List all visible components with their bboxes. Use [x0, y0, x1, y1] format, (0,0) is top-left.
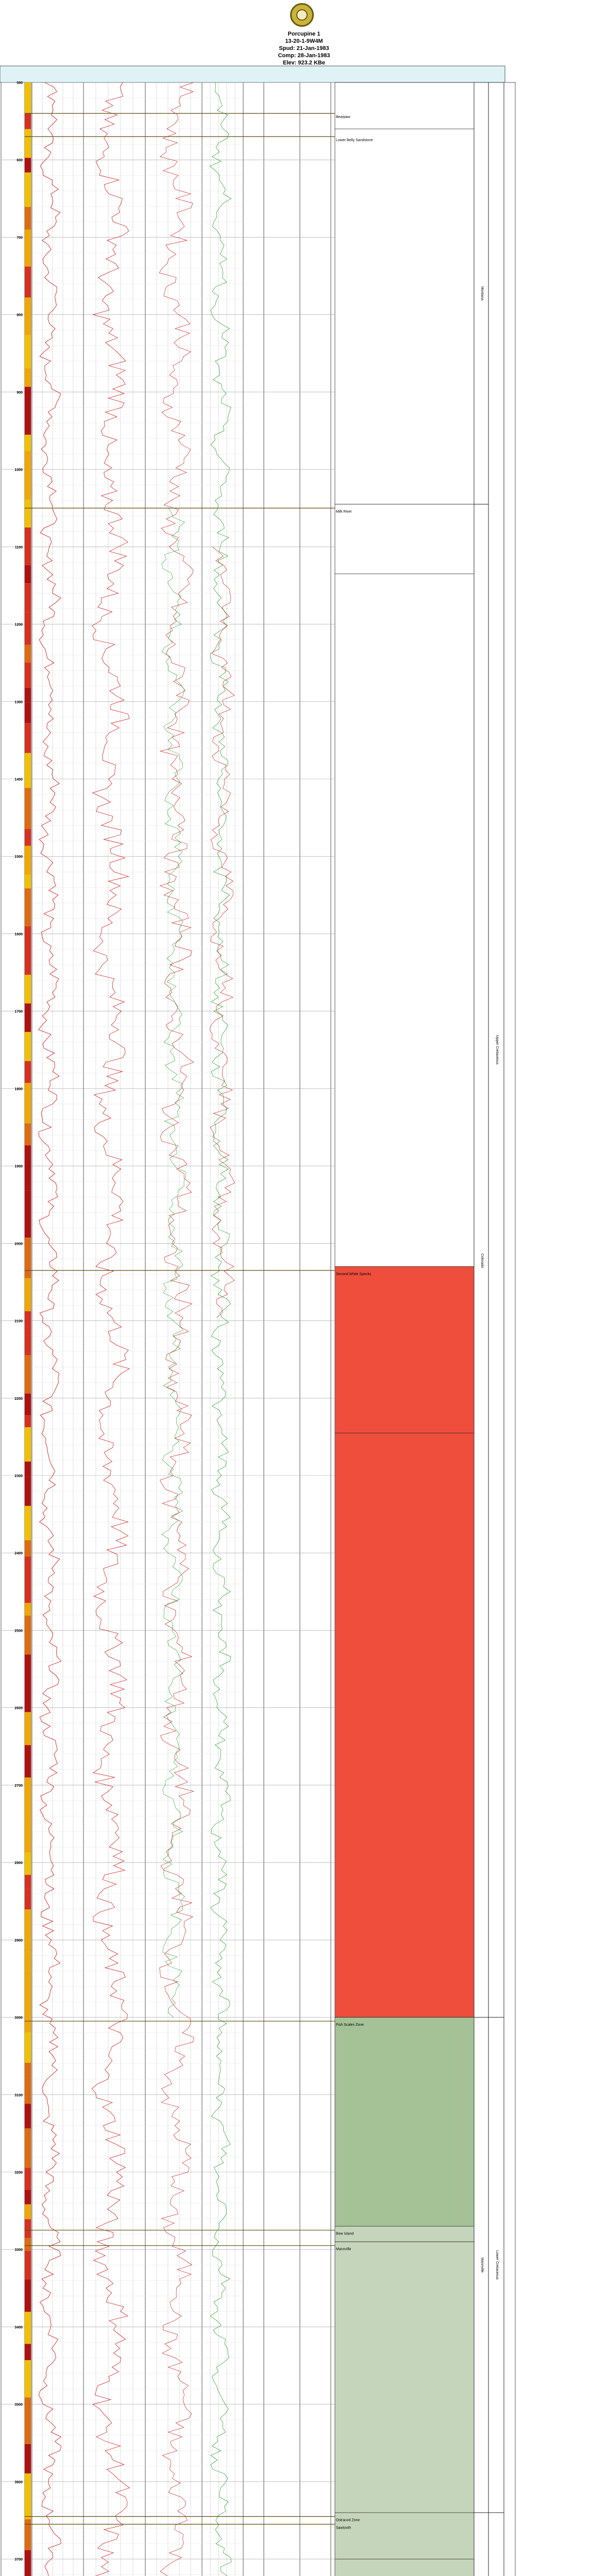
lithology-color-block: [25, 2075, 31, 2104]
lithology-color-block: [25, 2238, 31, 2251]
lithology-color-block: [25, 1603, 31, 1615]
lithology-color-block: [25, 888, 31, 926]
depth-tick-label: 1300: [14, 700, 23, 704]
lithology-color-block: [25, 451, 31, 500]
depth-tick-label: 2900: [14, 1939, 23, 1943]
depth-tick-label: 1400: [14, 778, 23, 782]
lithology-color-block: [25, 1061, 31, 1083]
lithology-color-block: [25, 2032, 31, 2062]
lithology-color-block: [25, 1477, 31, 1506]
lithology-color-block: [25, 1506, 31, 1540]
depth-tick-label: 1700: [14, 1010, 23, 1014]
formation-label: Bearpaw: [336, 115, 350, 120]
lithology-color-block: [25, 829, 31, 846]
lithology-color-block: [25, 1557, 31, 1603]
lithology-color-block: [25, 528, 31, 565]
lithology-color-block: [25, 875, 31, 888]
lithology-color-block: [25, 1745, 31, 1777]
lithology-color-block: [25, 846, 31, 875]
group-label: Colorado: [480, 1253, 484, 1268]
lithology-color-block: [25, 1032, 31, 1061]
formation-label: Sawtooth: [336, 2526, 351, 2530]
lithology-color-block: [25, 2219, 31, 2238]
track-frame: [264, 82, 300, 2576]
lithology-color-block: [25, 1145, 31, 1190]
depth-tick-label: 1100: [14, 546, 23, 550]
lithology-color-block: [25, 702, 31, 723]
lithology-color-block: [25, 583, 31, 612]
depth-tick-label: 500: [16, 81, 23, 85]
depth-column: [1, 82, 25, 2576]
lithology-color-block: [25, 926, 31, 975]
lithology-color-block: [25, 2444, 31, 2473]
lithology-color-block: [25, 2312, 31, 2344]
lithology-color-block: [25, 2128, 31, 2167]
resistivity-curve-red: [210, 547, 234, 1317]
lithology-color-block: [25, 723, 31, 753]
lithology-color-block: [25, 1540, 31, 1557]
depth-tick-label: 2100: [14, 1319, 23, 1324]
depth-tick-label: 3400: [14, 2326, 23, 2330]
formation-label: Lower Belly Sandstone: [336, 139, 373, 143]
formation-fill: [335, 2559, 474, 2576]
lithology-color-block: [25, 1278, 31, 1311]
lithology-color-block: [25, 266, 31, 297]
lithology-color-block: [25, 1083, 31, 1123]
lithology-color-block: [25, 158, 31, 172]
system-label: Upper Cretaceous: [495, 1035, 499, 1065]
formation-fill: [335, 2242, 474, 2513]
well-name: Porcupine 1: [288, 31, 320, 37]
depth-tick-label: 3500: [14, 2403, 23, 2407]
depth-tick-label: 900: [16, 391, 23, 395]
lithology-color-block: [25, 435, 31, 451]
group-label: Mannville: [480, 2257, 484, 2273]
lithology-color-block: [25, 645, 31, 663]
spud-date: Spud: 21-Jan-1983: [279, 45, 329, 52]
lithology-color-block: [25, 230, 31, 267]
lithology-color-block: [25, 1415, 31, 1427]
lithology-color-block: [25, 1822, 31, 1853]
track-frame: [145, 82, 202, 2576]
lithology-color-block: [25, 1909, 31, 1952]
depth-tick-label: 3100: [14, 2093, 23, 2097]
well-location: 13-20-1-9W4M: [285, 38, 323, 44]
lithology-color-block: [25, 1889, 31, 1909]
depth-tick-label: 2800: [14, 1861, 23, 1866]
sonic-curve-green: [162, 508, 186, 2017]
lithology-color-block: [25, 1190, 31, 1238]
sonic-curve-red: [159, 82, 194, 2576]
lithology-color-block: [25, 1004, 31, 1032]
header-band: [0, 66, 505, 82]
lithology-color-block: [25, 663, 31, 688]
lithology-color-block: [25, 2473, 31, 2519]
lithology-color-block: [25, 2063, 31, 2075]
depth-tick-label: 2700: [14, 1784, 23, 1788]
completion-date: Comp: 28-Jan-1983: [278, 53, 330, 59]
lithology-color-block: [25, 1875, 31, 1889]
resistivity-curve-green: [210, 82, 231, 2576]
lithology-color-block: [25, 2279, 31, 2312]
lithology-color-block: [25, 2397, 31, 2444]
lithology-color-block: [25, 113, 31, 129]
track-frame: [32, 82, 83, 2576]
lithology-color-block: [25, 1970, 31, 2005]
depth-tick-label: 3700: [14, 2558, 23, 2562]
lithology-color-block: [25, 1952, 31, 1970]
group-box: [474, 2513, 488, 2576]
formation-label: Mannville: [336, 2247, 351, 2251]
formation-label: Milk River: [336, 510, 352, 514]
depth-tick-label: 1600: [14, 933, 23, 937]
lithology-color-block: [25, 500, 31, 528]
formation-fill: [335, 2226, 474, 2242]
depth-tick-label: 2000: [14, 1242, 23, 1246]
lithology-color-block: [25, 753, 31, 788]
elevation: Elev: 923.2 KBe: [283, 60, 325, 66]
lithology-color-block: [25, 2251, 31, 2280]
lithology-color-block: [25, 82, 31, 113]
lithology-color-block: [25, 1335, 31, 1355]
track-frame: [202, 82, 243, 2576]
depth-tick-label: 2600: [14, 1706, 23, 1710]
system-label: Lower Cretaceous: [495, 2250, 499, 2280]
formation-label: Second White Specks: [336, 1272, 371, 1276]
depth-tick-label: 1000: [14, 468, 23, 472]
lithology-color-block: [25, 2104, 31, 2128]
lithology-color-block: [25, 173, 31, 207]
lithology-color-block: [25, 975, 31, 1003]
lithology-color-block: [25, 129, 31, 158]
depth-tick-label: 3300: [14, 2248, 23, 2252]
formation-label: Ostracod Zone: [336, 2518, 360, 2522]
lithology-color-block: [25, 335, 31, 368]
track-frame: [488, 82, 504, 2576]
lithology-color-block: [25, 1654, 31, 1691]
depth-tick-label: 700: [16, 236, 23, 240]
lithology-color-block: [25, 2360, 31, 2397]
lithology-color-block: [25, 2344, 31, 2361]
lithology-color-block: [25, 612, 31, 645]
track-frame: [474, 82, 488, 2576]
depth-tick-label: 1500: [14, 855, 23, 859]
lithology-color-block: [25, 1311, 31, 1335]
track-frame: [243, 82, 264, 2576]
lithology-color-block: [25, 387, 31, 435]
depth-tick-label: 2500: [14, 1629, 23, 1633]
depth-tick-label: 600: [16, 159, 23, 163]
lithology-color-block: [25, 1238, 31, 1278]
lithology-color-block: [25, 1462, 31, 1477]
gamma-ray-curve: [39, 82, 61, 2576]
depth-tick-label: 1800: [14, 1087, 23, 1091]
depth-tick-label: 2200: [14, 1397, 23, 1401]
depth-tick-label: 3200: [14, 2171, 23, 2175]
lithology-color-block: [25, 1853, 31, 1875]
lithology-color-block: [25, 1777, 31, 1822]
depth-tick-label: 3000: [14, 2016, 23, 2020]
lithology-color-block: [25, 2190, 31, 2204]
formation-fill: [335, 2018, 474, 2227]
depth-tick-label: 2300: [14, 1475, 23, 1478]
lithology-color-block: [25, 2168, 31, 2190]
system-box: [488, 2513, 504, 2576]
lithology-color-block: [25, 788, 31, 829]
formation-label: Bow Island: [336, 2232, 354, 2236]
lithology-color-block: [25, 1712, 31, 1730]
period-column: [504, 82, 515, 2576]
track-frame: [300, 82, 331, 2576]
lithology-color-block: [25, 1692, 31, 1713]
lithology-color-block: [25, 2205, 31, 2219]
formation-fill: [335, 1266, 474, 1433]
depth-tick-label: 3600: [14, 2480, 23, 2484]
depth-tick-label: 1200: [14, 623, 23, 627]
depth-tick-label: 1900: [14, 1165, 23, 1169]
formation-label: Fish Scales Zone: [336, 2023, 364, 2027]
lithology-color-block: [25, 207, 31, 230]
density-curve: [92, 82, 129, 2576]
lithology-color-block: [25, 1355, 31, 1394]
lithology-color-block: [25, 1427, 31, 1462]
lithology-color-block: [25, 1394, 31, 1416]
lithology-color-block: [25, 2550, 31, 2576]
lithology-color-block: [25, 297, 31, 335]
lithology-color-block: [25, 1123, 31, 1145]
depth-tick-label: 800: [16, 313, 23, 317]
lithology-color-block: [25, 565, 31, 583]
lithology-color-block: [25, 1731, 31, 1745]
lithology-color-block: [25, 2005, 31, 2032]
formation-fill: [335, 1433, 474, 2017]
lithology-color-block: [25, 368, 31, 387]
depth-tick-label: 2400: [14, 1552, 23, 1556]
lithology-color-block: [25, 1616, 31, 1655]
lithology-color-block: [25, 688, 31, 703]
group-label: Montana: [480, 286, 484, 300]
